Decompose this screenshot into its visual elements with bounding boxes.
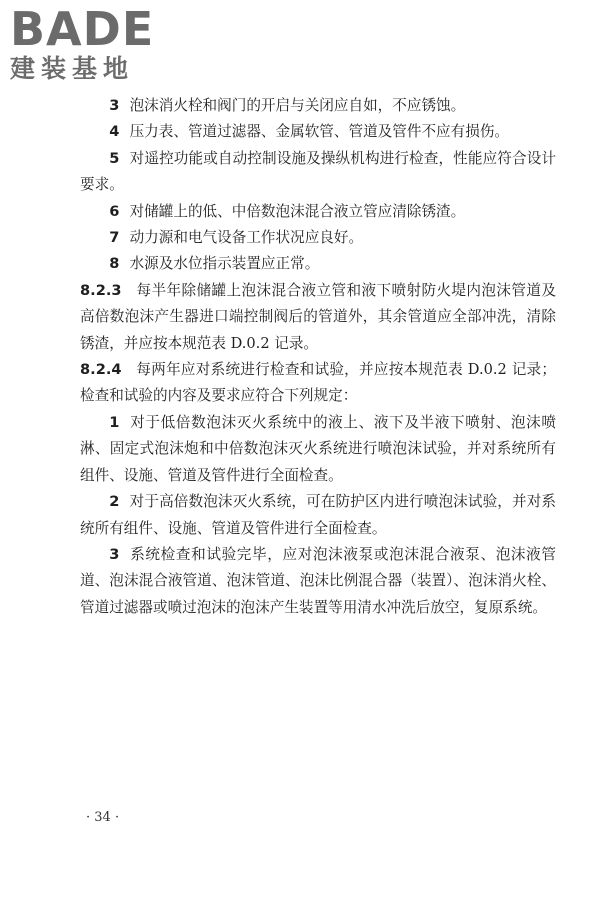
clause-text: 每两年应对系统进行检查和试验，并应按本规范表 D.0.2 记录；检查和试验的内容及要求应符合下列规定： bbox=[80, 361, 556, 405]
item-text: 压力表、管道过滤器、金属软管、管道及管件不应有损伤。 bbox=[129, 123, 510, 141]
item-6-riser-rust bbox=[80, 199, 556, 225]
item-number: 8 bbox=[109, 255, 120, 273]
logo-subtitle: 建装基地 bbox=[10, 54, 135, 83]
clause-8-2-3 bbox=[80, 278, 556, 357]
item-8-water-level bbox=[80, 251, 556, 277]
item-text: 对于低倍数泡沫灭火系统中的液上、液下及半液下喷射、泡沫喷淋、固定式泡沫炮和中倍数泡沫灭火系统进行喷泡沫试验，并对系统所有组件、设施、管道及管件进行全面检查。 bbox=[80, 413, 556, 484]
item-number: 4 bbox=[109, 123, 120, 141]
item-text: 水源及水位指示装置应正常。 bbox=[129, 255, 320, 273]
item-text: 对储罐上的低、中倍数泡沫混合液立管应清除锈渣。 bbox=[129, 202, 466, 220]
item-number: 3 bbox=[109, 545, 120, 563]
clause-text: 每半年除储罐上泡沫混合液立管和液下喷射防火堤内泡沫管道及高倍数泡沫产生器进口端控制阀后的管道外，其余管道应全部冲洗，清除锈渣，并应按本规范表 D.0.2 记录。 bbox=[80, 281, 556, 352]
item-number: 1 bbox=[109, 413, 120, 431]
item-5-remote-control bbox=[80, 146, 556, 199]
item-number: 3 bbox=[109, 97, 120, 114]
logo-wordmark: BADE bbox=[10, 2, 155, 56]
item-text: 动力源和电气设备工作状况应良好。 bbox=[129, 229, 364, 247]
bade-logo bbox=[10, 2, 175, 84]
page-number: · 34 · bbox=[86, 810, 120, 825]
item-3-valves bbox=[80, 93, 556, 119]
item-text: 对遥控功能或自动控制设施及操纵机构进行检查，性能应符合设计要求。 bbox=[80, 149, 556, 194]
item-2-high-test bbox=[80, 489, 556, 542]
document-body bbox=[80, 93, 556, 621]
item-number: 5 bbox=[109, 149, 120, 167]
item-number: 2 bbox=[109, 493, 120, 511]
item-7-power bbox=[80, 225, 556, 251]
item-text: 对于高倍数泡沫灭火系统，可在防护区内进行喷泡沫试验，并对系统所有组件、设施、管道及管件进行全面检查。 bbox=[80, 493, 556, 537]
item-text: 系统检查和试验完毕，应对泡沫液泵或泡沫混合液泵、泡沫液管道、泡沫混合液管道、泡沫管道、泡沫比例混合器（装置）、泡沫消火栓、管道过滤器或喷过泡沫的泡沫产生装置等用清水冲洗后放空，复原系统。 bbox=[80, 545, 556, 616]
item-1-low-medium-test bbox=[80, 410, 556, 489]
clause-number: 8.2.4 bbox=[80, 361, 122, 379]
item-number: 7 bbox=[109, 229, 120, 247]
item-3-flush-restore bbox=[80, 542, 556, 621]
clause-number: 8.2.3 bbox=[80, 281, 122, 299]
item-text: 泡沫消火栓和阀门的开启与关闭应自如，不应锈蚀。 bbox=[129, 97, 466, 114]
clause-8-2-4 bbox=[80, 357, 556, 410]
item-number: 6 bbox=[109, 202, 120, 220]
item-4-gauges bbox=[80, 119, 556, 145]
